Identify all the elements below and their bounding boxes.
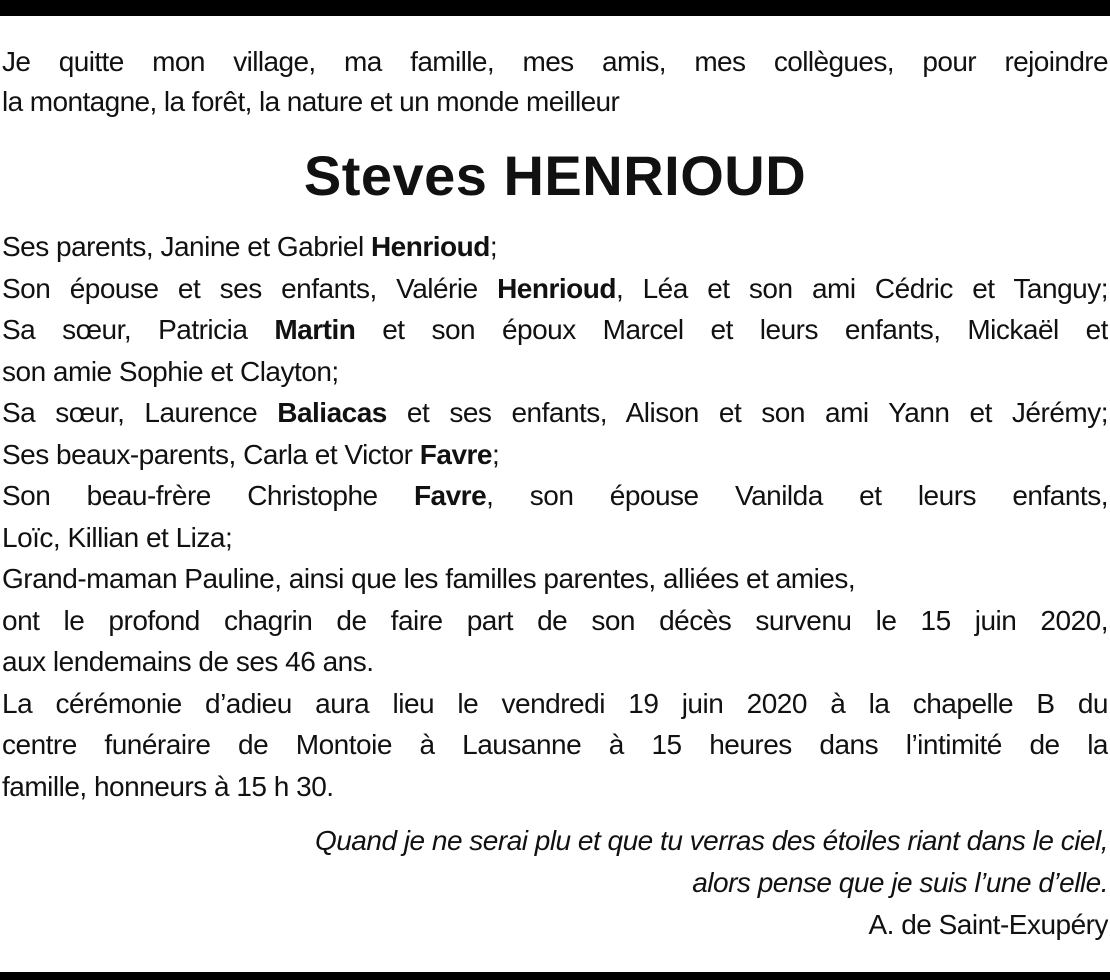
quote-line-1: Quand je ne serai plu et que tu verras des étoiles riant dans le ciel, [314,825,1108,856]
deceased-name: Steves HENRIOUD [303,144,807,207]
family-line: Ses beaux-parents, Carla et Victor Favre; [2,438,500,470]
family-line: Son épouse et ses enfants, Valérie Henrioud, Léa et son ami Cédric et Tanguy; [2,272,1108,304]
family-surname: Henrioud [370,231,490,262]
family-line-continued: Loïc, Killian et Liza; [2,521,233,553]
family-surname: Favre [413,480,487,511]
family-line: Ses parents, Janine et Gabriel Henrioud; [2,231,498,262]
intro-line-1: Je quitte mon village, ma famille, mes amis, mes collègues, pour rejoindre [2,46,1108,77]
ceremony-line-3: famille, honneurs à 15 h 30. [2,770,334,802]
ceremony-line-2: centre funéraire de Montoie à Lausanne à 15 heures dans l’intimité de la [2,729,1108,760]
quotation [2,820,1108,946]
intro-line-2: la montagne, la forêt, la nature et un monde meilleur [2,86,620,117]
closing-line-2: ont le profond chagrin de faire part de son décès survenu le 15 juin 2020, [2,604,1108,636]
bottom-border-rule [0,972,1110,980]
family-line-continued: son amie Sophie et Clayton; [2,355,339,387]
intro-text [2,42,1108,122]
quote-line-2: alors pense que je suis l’une d’elle. [692,867,1108,898]
family-line: Son beau-frère Christophe Favre, son épouse Vanilda et leurs enfants, [2,480,1108,511]
notice-body [2,226,1108,807]
family-line: Sa sœur, Patricia Martin et son époux Marcel et leurs enfants, Mickaël et [2,314,1108,345]
family-surname: Favre [419,438,492,470]
quote-author: A. de Saint-Exupéry [868,909,1108,940]
family-surname: Henrioud [497,272,616,304]
closing-line-1: Grand-maman Pauline, ainsi que les familles parentes, alliées et amies, [2,563,856,594]
family-surname: Martin [274,314,356,345]
closing-line-3: aux lendemains de ses 46 ans. [2,646,374,677]
family-surname: Baliacas [277,397,387,428]
family-line: Sa sœur, Laurence Baliacas et ses enfants, Alison et son ami Yann et Jérémy; [2,397,1108,428]
top-border-rule [0,0,1110,16]
ceremony-line-1: La cérémonie d’adieu aura lieu le vendredi 19 juin 2020 à la chapelle B du [2,687,1108,719]
